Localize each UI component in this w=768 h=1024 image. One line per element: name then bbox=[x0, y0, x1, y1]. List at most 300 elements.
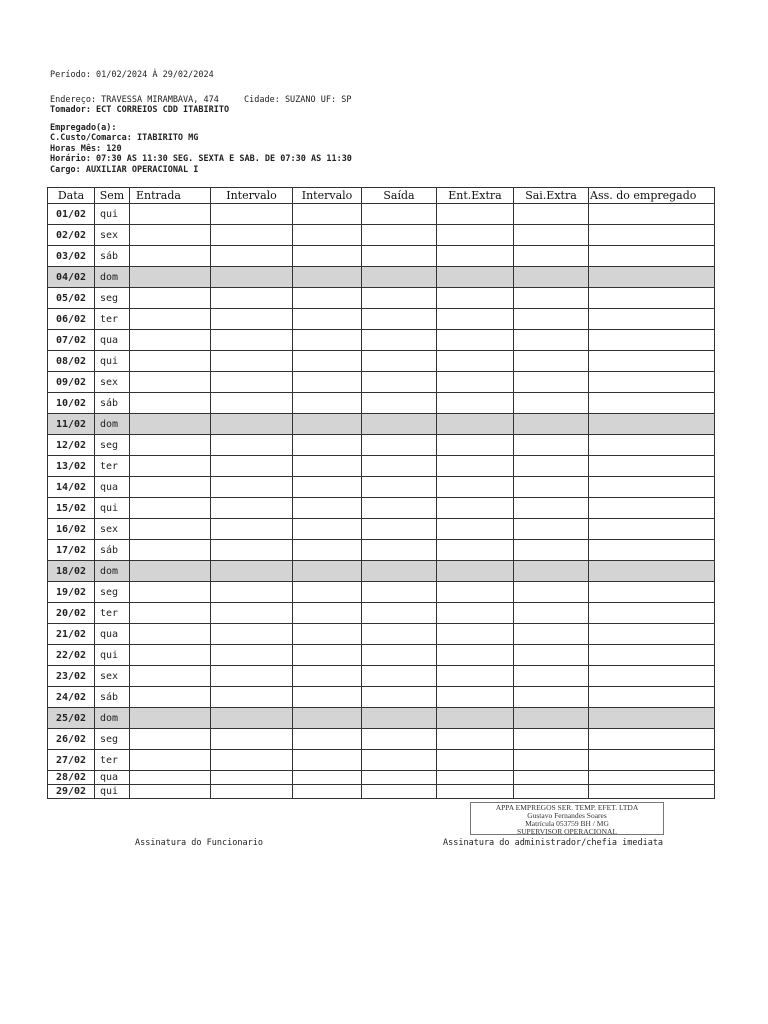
entrada-cell bbox=[130, 582, 211, 603]
sai-extra-cell bbox=[514, 624, 589, 645]
ent-extra-cell bbox=[437, 246, 514, 267]
sai-extra-cell bbox=[514, 498, 589, 519]
sai-extra-cell bbox=[514, 456, 589, 477]
intervalo-2-cell bbox=[293, 414, 362, 435]
row-weekday: sex bbox=[95, 519, 130, 540]
row-weekday: ter bbox=[95, 309, 130, 330]
entrada-cell bbox=[130, 603, 211, 624]
ent-extra-cell bbox=[437, 708, 514, 729]
intervalo-2-cell bbox=[293, 288, 362, 309]
table-row bbox=[48, 750, 715, 771]
entrada-cell bbox=[130, 204, 211, 225]
table-row bbox=[48, 771, 715, 785]
saida-cell bbox=[362, 771, 437, 785]
saida-cell bbox=[362, 330, 437, 351]
entrada-cell bbox=[130, 372, 211, 393]
ent-extra-cell bbox=[437, 582, 514, 603]
row-date: 21/02 bbox=[48, 624, 95, 645]
entrada-cell bbox=[130, 435, 211, 456]
row-date: 12/02 bbox=[48, 435, 95, 456]
intervalo-1-cell bbox=[211, 603, 293, 624]
col-header-ent-extra: Ent.Extra bbox=[437, 188, 514, 204]
ent-extra-cell bbox=[437, 330, 514, 351]
ent-extra-cell bbox=[437, 729, 514, 750]
intervalo-1-cell bbox=[211, 246, 293, 267]
row-weekday: dom bbox=[95, 414, 130, 435]
cost-center-text: C.Custo/Comarca: ITABIRITO MG bbox=[50, 133, 199, 143]
sai-extra-cell bbox=[514, 603, 589, 624]
saida-cell bbox=[362, 288, 437, 309]
table-row bbox=[48, 498, 715, 519]
ent-extra-cell bbox=[437, 624, 514, 645]
row-weekday: qui bbox=[95, 785, 130, 799]
stamp-registration: Matrícula 053759 BH / MG bbox=[525, 819, 609, 828]
row-weekday: sex bbox=[95, 225, 130, 246]
row-date: 01/02 bbox=[48, 204, 95, 225]
role-text: Cargo: AUXILIAR OPERACIONAL I bbox=[50, 165, 199, 175]
intervalo-2-cell bbox=[293, 750, 362, 771]
row-date: 04/02 bbox=[48, 267, 95, 288]
table-row bbox=[48, 666, 715, 687]
intervalo-2-cell bbox=[293, 540, 362, 561]
ent-extra-cell bbox=[437, 435, 514, 456]
row-weekday: dom bbox=[95, 561, 130, 582]
intervalo-2-cell bbox=[293, 771, 362, 785]
sai-extra-cell bbox=[514, 225, 589, 246]
entrada-cell bbox=[130, 750, 211, 771]
ent-extra-cell bbox=[437, 414, 514, 435]
saida-cell bbox=[362, 603, 437, 624]
ent-extra-cell bbox=[437, 309, 514, 330]
intervalo-1-cell bbox=[211, 687, 293, 708]
intervalo-1-cell bbox=[211, 372, 293, 393]
col-header-assinatura: Ass. do empregado bbox=[589, 188, 715, 204]
stamp-title: SUPERVISOR OPERACIONAL bbox=[516, 827, 618, 836]
row-weekday: sáb bbox=[95, 687, 130, 708]
intervalo-1-cell bbox=[211, 498, 293, 519]
table-row bbox=[48, 540, 715, 561]
row-weekday: ter bbox=[95, 750, 130, 771]
row-date: 24/02 bbox=[48, 687, 95, 708]
saida-cell bbox=[362, 414, 437, 435]
row-weekday: qua bbox=[95, 771, 130, 785]
col-header-sai-extra: Sai.Extra bbox=[514, 188, 589, 204]
signature-cell bbox=[589, 246, 715, 267]
entrada-cell bbox=[130, 645, 211, 666]
entrada-cell bbox=[130, 351, 211, 372]
employee-signature-label: Assinatura do Funcionario bbox=[135, 838, 263, 848]
sai-extra-cell bbox=[514, 519, 589, 540]
table-row bbox=[48, 456, 715, 477]
stamp-company: APPA EMPREGOS SER. TEMP. EFET. LTDA bbox=[495, 803, 639, 812]
schedule-text: Horário: 07:30 AS 11:30 SEG. SEXTA E SAB. DE 07:30 AS 11:30 bbox=[50, 154, 352, 164]
entrada-cell bbox=[130, 246, 211, 267]
table-header-row bbox=[48, 188, 715, 204]
ent-extra-cell bbox=[437, 785, 514, 799]
intervalo-1-cell bbox=[211, 204, 293, 225]
table-row bbox=[48, 561, 715, 582]
row-weekday: qua bbox=[95, 330, 130, 351]
row-date: 14/02 bbox=[48, 477, 95, 498]
table-row bbox=[48, 603, 715, 624]
entrada-cell bbox=[130, 288, 211, 309]
intervalo-1-cell bbox=[211, 267, 293, 288]
ent-extra-cell bbox=[437, 645, 514, 666]
saida-cell bbox=[362, 372, 437, 393]
table-row bbox=[48, 477, 715, 498]
row-date: 18/02 bbox=[48, 561, 95, 582]
saida-cell bbox=[362, 582, 437, 603]
sai-extra-cell bbox=[514, 330, 589, 351]
intervalo-1-cell bbox=[211, 351, 293, 372]
row-date: 03/02 bbox=[48, 246, 95, 267]
row-date: 11/02 bbox=[48, 414, 95, 435]
entrada-cell bbox=[130, 414, 211, 435]
saida-cell bbox=[362, 204, 437, 225]
signature-cell bbox=[589, 750, 715, 771]
monthly-hours-text: Horas Mês: 120 bbox=[50, 144, 122, 154]
entrada-cell bbox=[130, 498, 211, 519]
signature-cell bbox=[589, 414, 715, 435]
col-header-data: Data bbox=[48, 188, 95, 204]
intervalo-1-cell bbox=[211, 540, 293, 561]
entrada-cell bbox=[130, 729, 211, 750]
entrada-cell bbox=[130, 708, 211, 729]
saida-cell bbox=[362, 498, 437, 519]
row-weekday: seg bbox=[95, 582, 130, 603]
row-date: 05/02 bbox=[48, 288, 95, 309]
table-row bbox=[48, 729, 715, 750]
manager-signature-label: Assinatura do administrador/chefia imediata bbox=[443, 838, 664, 848]
col-header-saida: Saída bbox=[362, 188, 437, 204]
ent-extra-cell bbox=[437, 498, 514, 519]
entrada-cell bbox=[130, 477, 211, 498]
saida-cell bbox=[362, 477, 437, 498]
saida-cell bbox=[362, 687, 437, 708]
saida-cell bbox=[362, 708, 437, 729]
ent-extra-cell bbox=[437, 204, 514, 225]
table-row bbox=[48, 225, 715, 246]
signature-cell bbox=[589, 372, 715, 393]
sai-extra-cell bbox=[514, 267, 589, 288]
intervalo-1-cell bbox=[211, 477, 293, 498]
row-weekday: sex bbox=[95, 372, 130, 393]
sai-extra-cell bbox=[514, 393, 589, 414]
row-weekday: seg bbox=[95, 288, 130, 309]
row-date: 23/02 bbox=[48, 666, 95, 687]
ent-extra-cell bbox=[437, 393, 514, 414]
tomador-text: Tomador: ECT CORREIOS CDD ITABIRITO bbox=[50, 105, 230, 115]
row-weekday: qui bbox=[95, 351, 130, 372]
row-weekday: qui bbox=[95, 645, 130, 666]
ent-extra-cell bbox=[437, 456, 514, 477]
sai-extra-cell bbox=[514, 309, 589, 330]
address-text: Endereço: TRAVESSA MIRAMBAVA, 474 bbox=[50, 95, 219, 105]
signature-cell bbox=[589, 477, 715, 498]
saida-cell bbox=[362, 645, 437, 666]
sai-extra-cell bbox=[514, 687, 589, 708]
entrada-cell bbox=[130, 456, 211, 477]
sai-extra-cell bbox=[514, 785, 589, 799]
intervalo-2-cell bbox=[293, 225, 362, 246]
signature-cell bbox=[589, 351, 715, 372]
signature-cell bbox=[589, 309, 715, 330]
saida-cell bbox=[362, 750, 437, 771]
sai-extra-cell bbox=[514, 414, 589, 435]
table-row bbox=[48, 645, 715, 666]
intervalo-1-cell bbox=[211, 393, 293, 414]
saida-cell bbox=[362, 225, 437, 246]
sai-extra-cell bbox=[514, 372, 589, 393]
saida-cell bbox=[362, 267, 437, 288]
signature-cell bbox=[589, 708, 715, 729]
table-row bbox=[48, 204, 715, 225]
row-weekday: qua bbox=[95, 477, 130, 498]
intervalo-1-cell bbox=[211, 708, 293, 729]
col-header-intervalo-2: Intervalo bbox=[293, 188, 362, 204]
row-date: 07/02 bbox=[48, 330, 95, 351]
row-date: 27/02 bbox=[48, 750, 95, 771]
row-date: 10/02 bbox=[48, 393, 95, 414]
entrada-cell bbox=[130, 330, 211, 351]
row-weekday: qui bbox=[95, 204, 130, 225]
saida-cell bbox=[362, 435, 437, 456]
row-weekday: ter bbox=[95, 456, 130, 477]
entrada-cell bbox=[130, 785, 211, 799]
row-date: 09/02 bbox=[48, 372, 95, 393]
signature-cell bbox=[589, 330, 715, 351]
intervalo-1-cell bbox=[211, 288, 293, 309]
table-row bbox=[48, 393, 715, 414]
signature-cell bbox=[589, 729, 715, 750]
entrada-cell bbox=[130, 540, 211, 561]
intervalo-2-cell bbox=[293, 603, 362, 624]
signature-cell bbox=[589, 519, 715, 540]
saida-cell bbox=[362, 519, 437, 540]
period-text: Período: 01/02/2024 À 29/02/2024 bbox=[50, 70, 214, 80]
intervalo-1-cell bbox=[211, 519, 293, 540]
timesheet-table bbox=[47, 187, 715, 799]
saida-cell bbox=[362, 309, 437, 330]
entrada-cell bbox=[130, 519, 211, 540]
signature-cell bbox=[589, 785, 715, 799]
table-row bbox=[48, 330, 715, 351]
ent-extra-cell bbox=[437, 666, 514, 687]
saida-cell bbox=[362, 456, 437, 477]
intervalo-2-cell bbox=[293, 456, 362, 477]
table-row bbox=[48, 708, 715, 729]
table-row bbox=[48, 582, 715, 603]
intervalo-1-cell bbox=[211, 561, 293, 582]
intervalo-2-cell bbox=[293, 687, 362, 708]
saida-cell bbox=[362, 624, 437, 645]
intervalo-1-cell bbox=[211, 225, 293, 246]
row-date: 26/02 bbox=[48, 729, 95, 750]
table-row bbox=[48, 687, 715, 708]
row-weekday: qui bbox=[95, 498, 130, 519]
row-weekday: dom bbox=[95, 708, 130, 729]
intervalo-2-cell bbox=[293, 729, 362, 750]
ent-extra-cell bbox=[437, 603, 514, 624]
intervalo-1-cell bbox=[211, 771, 293, 785]
saida-cell bbox=[362, 246, 437, 267]
saida-cell bbox=[362, 666, 437, 687]
row-date: 17/02 bbox=[48, 540, 95, 561]
signature-cell bbox=[589, 540, 715, 561]
row-weekday: seg bbox=[95, 435, 130, 456]
entrada-cell bbox=[130, 666, 211, 687]
row-date: 08/02 bbox=[48, 351, 95, 372]
intervalo-1-cell bbox=[211, 456, 293, 477]
ent-extra-cell bbox=[437, 750, 514, 771]
sai-extra-cell bbox=[514, 288, 589, 309]
sai-extra-cell bbox=[514, 708, 589, 729]
row-date: 15/02 bbox=[48, 498, 95, 519]
intervalo-2-cell bbox=[293, 330, 362, 351]
row-weekday: qua bbox=[95, 624, 130, 645]
sai-extra-cell bbox=[514, 561, 589, 582]
intervalo-2-cell bbox=[293, 267, 362, 288]
sai-extra-cell bbox=[514, 351, 589, 372]
intervalo-2-cell bbox=[293, 785, 362, 799]
intervalo-1-cell bbox=[211, 785, 293, 799]
sai-extra-cell bbox=[514, 729, 589, 750]
signature-cell bbox=[589, 603, 715, 624]
intervalo-2-cell bbox=[293, 561, 362, 582]
ent-extra-cell bbox=[437, 561, 514, 582]
row-weekday: sáb bbox=[95, 246, 130, 267]
row-date: 25/02 bbox=[48, 708, 95, 729]
table-row bbox=[48, 435, 715, 456]
sai-extra-cell bbox=[514, 582, 589, 603]
row-date: 20/02 bbox=[48, 603, 95, 624]
entrada-cell bbox=[130, 225, 211, 246]
ent-extra-cell bbox=[437, 372, 514, 393]
sai-extra-cell bbox=[514, 645, 589, 666]
col-header-intervalo-1: Intervalo bbox=[211, 188, 293, 204]
table-row bbox=[48, 519, 715, 540]
signature-cell bbox=[589, 435, 715, 456]
saida-cell bbox=[362, 729, 437, 750]
ent-extra-cell bbox=[437, 540, 514, 561]
row-date: 13/02 bbox=[48, 456, 95, 477]
sai-extra-cell bbox=[514, 435, 589, 456]
signature-cell bbox=[589, 561, 715, 582]
table-row bbox=[48, 351, 715, 372]
row-weekday: ter bbox=[95, 603, 130, 624]
intervalo-2-cell bbox=[293, 582, 362, 603]
sai-extra-cell bbox=[514, 246, 589, 267]
table-row bbox=[48, 267, 715, 288]
saida-cell bbox=[362, 561, 437, 582]
intervalo-2-cell bbox=[293, 372, 362, 393]
saida-cell bbox=[362, 393, 437, 414]
row-weekday: sáb bbox=[95, 393, 130, 414]
entrada-cell bbox=[130, 309, 211, 330]
table-row bbox=[48, 309, 715, 330]
saida-cell bbox=[362, 540, 437, 561]
row-date: 16/02 bbox=[48, 519, 95, 540]
intervalo-2-cell bbox=[293, 351, 362, 372]
signature-cell bbox=[589, 288, 715, 309]
row-date: 29/02 bbox=[48, 785, 95, 799]
row-date: 22/02 bbox=[48, 645, 95, 666]
signature-cell bbox=[589, 771, 715, 785]
intervalo-2-cell bbox=[293, 624, 362, 645]
entrada-cell bbox=[130, 687, 211, 708]
signature-cell bbox=[589, 666, 715, 687]
intervalo-1-cell bbox=[211, 645, 293, 666]
intervalo-1-cell bbox=[211, 666, 293, 687]
signature-cell bbox=[589, 267, 715, 288]
ent-extra-cell bbox=[437, 477, 514, 498]
supervisor-stamp bbox=[470, 802, 664, 835]
city-text: Cidade: SUZANO UF: SP bbox=[244, 95, 352, 105]
table-row bbox=[48, 624, 715, 645]
signature-cell bbox=[589, 456, 715, 477]
signature-cell bbox=[589, 687, 715, 708]
intervalo-1-cell bbox=[211, 414, 293, 435]
intervalo-2-cell bbox=[293, 708, 362, 729]
intervalo-1-cell bbox=[211, 729, 293, 750]
table-row bbox=[48, 246, 715, 267]
entrada-cell bbox=[130, 561, 211, 582]
sai-extra-cell bbox=[514, 477, 589, 498]
entrada-cell bbox=[130, 771, 211, 785]
row-weekday: sex bbox=[95, 666, 130, 687]
intervalo-2-cell bbox=[293, 666, 362, 687]
table-row bbox=[48, 372, 715, 393]
table-row bbox=[48, 288, 715, 309]
saida-cell bbox=[362, 351, 437, 372]
ent-extra-cell bbox=[437, 288, 514, 309]
intervalo-1-cell bbox=[211, 435, 293, 456]
intervalo-2-cell bbox=[293, 498, 362, 519]
signature-cell bbox=[589, 498, 715, 519]
signature-cell bbox=[589, 582, 715, 603]
signature-cell bbox=[589, 393, 715, 414]
intervalo-1-cell bbox=[211, 309, 293, 330]
ent-extra-cell bbox=[437, 771, 514, 785]
ent-extra-cell bbox=[437, 687, 514, 708]
col-header-sem: Sem bbox=[95, 188, 130, 204]
row-date: 28/02 bbox=[48, 771, 95, 785]
row-weekday: dom bbox=[95, 267, 130, 288]
intervalo-2-cell bbox=[293, 519, 362, 540]
sai-extra-cell bbox=[514, 771, 589, 785]
ent-extra-cell bbox=[437, 519, 514, 540]
intervalo-1-cell bbox=[211, 624, 293, 645]
sai-extra-cell bbox=[514, 750, 589, 771]
intervalo-2-cell bbox=[293, 204, 362, 225]
row-weekday: sáb bbox=[95, 540, 130, 561]
row-date: 19/02 bbox=[48, 582, 95, 603]
signature-cell bbox=[589, 645, 715, 666]
row-weekday: seg bbox=[95, 729, 130, 750]
intervalo-2-cell bbox=[293, 393, 362, 414]
table-row bbox=[48, 785, 715, 799]
entrada-cell bbox=[130, 267, 211, 288]
signature-cell bbox=[589, 624, 715, 645]
intervalo-2-cell bbox=[293, 309, 362, 330]
row-date: 06/02 bbox=[48, 309, 95, 330]
intervalo-2-cell bbox=[293, 435, 362, 456]
intervalo-2-cell bbox=[293, 645, 362, 666]
stamp-name: Gustavo Fernandes Soares bbox=[527, 811, 607, 820]
row-date: 02/02 bbox=[48, 225, 95, 246]
signature-cell bbox=[589, 225, 715, 246]
intervalo-1-cell bbox=[211, 582, 293, 603]
